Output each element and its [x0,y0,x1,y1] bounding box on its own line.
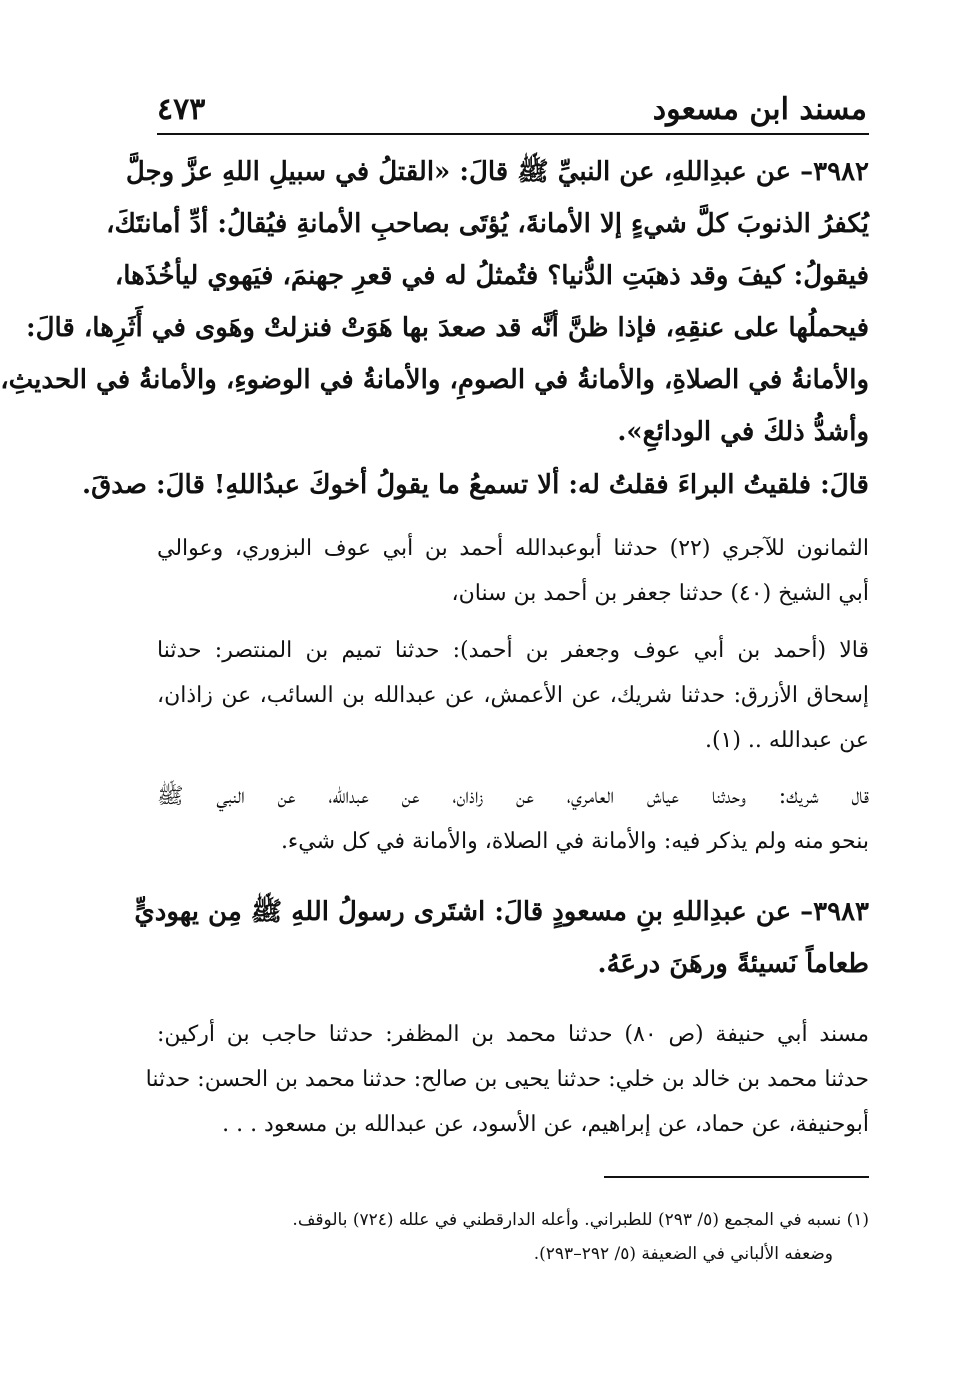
hadith-3982 [0,146,869,458]
source-b-line-2: إسحاق الأزرق: حدثنا شريك، عن الأعمش، عن عبدالله بن السائب، عن زاذان، [157,683,869,708]
source-a [157,526,869,616]
hadith-3982-line-3: فيقولُ: كيفَ وقد ذهبَتِ الدُّنيا؟ فتُمثلُ له في قعرِ جهنمَ، فيَهوي ليأخُذَها، [114,261,869,291]
hadith-3983 [134,886,869,990]
source-a-line-1: الثمانون للآجري (٢٢) حدثنا أبوعبدالله أحمد بن أبي عوف البزوري، وعوالي [157,536,869,561]
hadith-3982-line-1: ٣٩٨٢– عن عبدِاللهِ، عن النبيِّ ﷺ قالَ: «القتلُ في سبيلِ اللهِ عزَّ وجلَّ [125,157,869,187]
source-d-line-1: مسند أبي حنيفة (ص ٨٠) حدثنا محمد بن المظفر: حدثنا حاجب بن أركين: [157,1022,869,1047]
source-c-line-1: قال شريك: وحدثنا عياش العامري، عن زاذان، عن عبدالله، عن النبي ﷺ [157,784,869,809]
header-rule [157,133,869,135]
footnote-rule [604,1176,869,1178]
source-d-line-2: حدثنا محمد بن خالد بن خلي: حدثنا يحيى بن صالح: حدثنا محمد بن الحسن: حدثنا [145,1067,869,1092]
hadith-3982-line-4: فيحملُها على عنقِهِ، فإذا ظنَّ أنَّه قد صعدَ بها هَوَتْ فنزلتْ وهَوى في أَثَرِها، قالَ: [26,313,869,343]
hadith-3983-line-2: طعاماً نَسيئةً ورهَنَ درعَهُ. [597,949,869,979]
hadith-3982-line-6: وأشدُّ ذلكَ في الودائعِ». [617,417,869,447]
hadith-3982-addendum [82,459,869,511]
footnote-1-line-1: (١) نسبه في المجمع (٥/ ٢٩٣) للطبراني. وأعله الدارقطني في علله (٧٢٤) بالوقف. [292,1210,869,1230]
page-number: ٤٧٣ [157,92,206,127]
hadith-3983-line-1: ٣٩٨٣– عن عبدِاللهِ بنِ مسعودٍ قالَ: اشتَرى رسولُ اللهِ ﷺ مِن يهوديٍّ [134,897,869,927]
running-title: مسند ابن مسعود [652,92,867,127]
footnotes [157,1203,869,1271]
footnote-1-line-2: وضعفه الألباني في الضعيفة (٥/ ٢٩٢–٢٩٣). [533,1244,833,1264]
hadith-3982-addendum-text: قالَ: فلقيتُ البراءَ فقلتُ له: ألا تسمعُ ما يقولُ أخوكَ عبدُاللهِ! قالَ: صدقَ. [82,470,869,500]
hadith-3982-line-5: والأمانةُ في الصلاةِ، والأمانةُ في الصومِ، والأمانةُ في الوضوءِ، والأمانةُ في الحديثِ، [0,365,869,395]
page-header [157,90,867,130]
source-d [145,1012,869,1147]
source-d-line-3: أبوحنيفة، عن حماد، عن إبراهيم، عن الأسود، عن عبدالله بن مسعود . . . [222,1112,869,1137]
hadith-3982-line-2: يُكفرُ الذنوبَ كلَّ شيءٍ إلا الأمانةَ، يُؤتَى بصاحبِ الأمانةِ فيُقالُ: أدِّ أمانتَكَ، [106,209,869,239]
source-a-line-2: أبي الشيخ (٤٠) حدثنا جعفر بن أحمد بن سنان، [451,581,869,606]
source-c-line-2: بنحو منه ولم يذكر فيه: والأمانة في الصلاة، والأمانة في كل شيء. [280,829,869,854]
source-c [157,774,869,864]
source-b-line-3: عن عبدالله .. (١). [704,728,869,753]
source-b [157,628,869,763]
source-b-line-1: قالا (أحمد بن أبي عوف وجعفر بن أحمد): حدثنا تميم بن المنتصر: حدثنا [157,638,869,663]
